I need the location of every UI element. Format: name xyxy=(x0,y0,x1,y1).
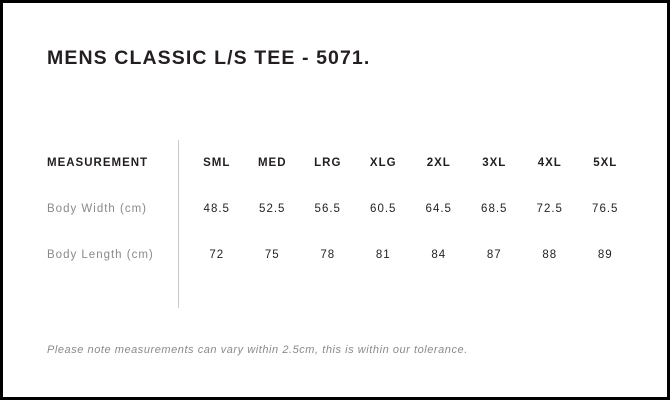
column-header-size-6: 4XL xyxy=(537,157,562,169)
tolerance-note: Please note measurements can vary within 2.5cm, this is within our tolerance. xyxy=(47,344,468,356)
cell-body-length-lrg: 78 xyxy=(320,249,336,261)
page-title: MENS CLASSIC L/S TEE - 5071. xyxy=(47,47,371,69)
table-body xyxy=(47,186,633,278)
cell-body-width-4xl: 72.5 xyxy=(536,203,563,215)
cell-body-length-3xl: 87 xyxy=(486,249,502,261)
column-header-size-4: 2XL xyxy=(426,157,451,169)
content-area xyxy=(47,3,627,397)
column-header-measurement: MEASUREMENT xyxy=(47,157,149,169)
cell-body-length-sml: 72 xyxy=(209,249,225,261)
column-header-size-3: XLG xyxy=(369,157,397,169)
table-vertical-divider xyxy=(178,140,179,308)
table-header xyxy=(47,140,633,186)
column-header-size-5: 3XL xyxy=(482,157,507,169)
size-table-container xyxy=(47,140,633,278)
column-header-size-1: MED xyxy=(257,157,287,169)
cell-body-width-5xl: 76.5 xyxy=(592,203,619,215)
cell-body-width-lrg: 56.5 xyxy=(314,203,341,215)
cell-body-length-4xl: 88 xyxy=(542,249,558,261)
cell-body-length-5xl: 89 xyxy=(597,249,613,261)
cell-body-width-xlg: 60.5 xyxy=(370,203,397,215)
row-label-body-length: Body Length (cm) xyxy=(47,249,154,261)
cell-body-length-2xl: 84 xyxy=(431,249,447,261)
column-header-size-0: SML xyxy=(203,157,231,169)
cell-body-width-sml: 48.5 xyxy=(203,203,230,215)
row-label-body-width: Body Width (cm) xyxy=(47,203,147,215)
table-row xyxy=(47,186,633,232)
cell-body-length-xlg: 81 xyxy=(375,249,391,261)
column-header-size-2: LRG xyxy=(314,157,342,169)
size-table xyxy=(47,140,633,278)
column-header-size-7: 5XL xyxy=(593,157,618,169)
cell-body-length-med: 75 xyxy=(264,249,280,261)
table-row xyxy=(47,232,633,278)
cell-body-width-2xl: 64.5 xyxy=(425,203,452,215)
cell-body-width-3xl: 68.5 xyxy=(481,203,508,215)
table-header-row xyxy=(47,140,633,186)
cell-body-width-med: 52.5 xyxy=(259,203,286,215)
